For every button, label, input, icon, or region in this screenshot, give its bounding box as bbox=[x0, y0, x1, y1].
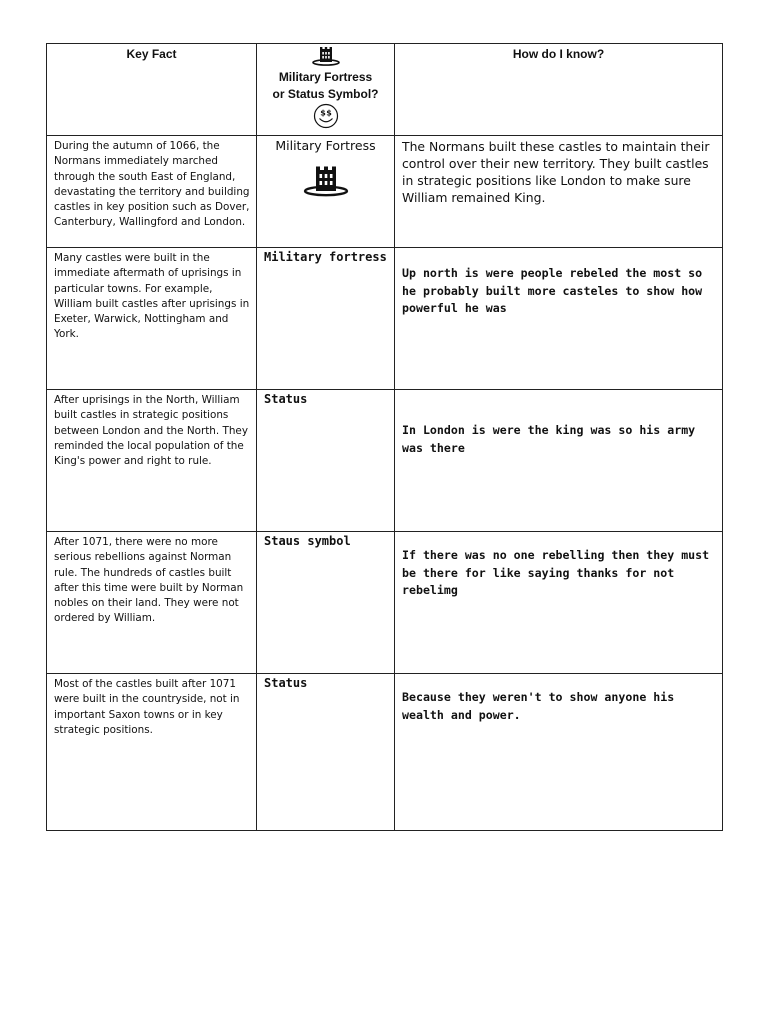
table-row bbox=[47, 532, 723, 674]
type-cell bbox=[257, 136, 395, 248]
castle-icon bbox=[302, 165, 350, 197]
question-line-2: or Status Symbol? bbox=[272, 87, 379, 101]
type-cell: Status bbox=[257, 674, 395, 831]
header-how-do-i-know: How do I know? bbox=[395, 44, 723, 136]
worksheet-table bbox=[46, 43, 723, 831]
header-row bbox=[47, 44, 723, 136]
table-row bbox=[47, 390, 723, 532]
type-label: Military Fortress bbox=[275, 138, 376, 153]
header-question bbox=[257, 44, 395, 136]
question-line-1: Military Fortress bbox=[278, 70, 373, 84]
reason-text: Up north is were people rebeled the most so he probably built more casteles to show how powerful he was bbox=[402, 266, 703, 315]
reason-text: Because they weren't to show anyone his wealth and power. bbox=[402, 690, 675, 722]
key-fact-cell: After uprisings in the North, William built castles in strategic positions between London and the North. They reminded the local population of the King's power and right to rule. bbox=[47, 390, 257, 532]
reason-cell bbox=[395, 390, 723, 532]
table-row bbox=[47, 674, 723, 831]
header-key-fact: Key Fact bbox=[47, 44, 257, 136]
svg-text:$: $ bbox=[319, 108, 326, 118]
table-row bbox=[47, 248, 723, 390]
key-fact-cell: Most of the castles built after 1071 were built in the countryside, not in important Saxon towns or in key strategic positions. bbox=[47, 674, 257, 831]
reason-cell bbox=[395, 674, 723, 831]
money-smiley-icon bbox=[313, 103, 339, 129]
type-cell: Military fortress bbox=[257, 248, 395, 390]
reason-cell bbox=[395, 532, 723, 674]
key-fact-cell: After 1071, there were no more serious rebellions against Norman rule. The hundreds of castles built after this time were built by Norman nobles on their land. They were not ordered by William. bbox=[47, 532, 257, 674]
svg-text:$: $ bbox=[325, 108, 332, 118]
table-row bbox=[47, 136, 723, 248]
type-cell: Status bbox=[257, 390, 395, 532]
castle-icon bbox=[311, 46, 341, 66]
type-cell: Staus symbol bbox=[257, 532, 395, 674]
reason-text: In London is were the king was so his army was there bbox=[402, 423, 696, 455]
reason-text: If there was no one rebelling then they must be there for like saying thanks for not rebelimg bbox=[402, 548, 710, 597]
key-fact-cell: Many castles were built in the immediate aftermath of uprisings in particular towns. For example, William built castles after uprisings in Exeter, Warwick, Nottingham and York. bbox=[47, 248, 257, 390]
reason-cell bbox=[395, 248, 723, 390]
reason-cell: The Normans built these castles to maintain their control over their new territory. They built castles in strategic positions like London to make sure William remained King. bbox=[395, 136, 723, 248]
key-fact-cell: During the autumn of 1066, the Normans immediately marched through the south East of England, devastating the territory and building castles in key position such as Dover, Canterbury, Wallingford and London. bbox=[47, 136, 257, 248]
